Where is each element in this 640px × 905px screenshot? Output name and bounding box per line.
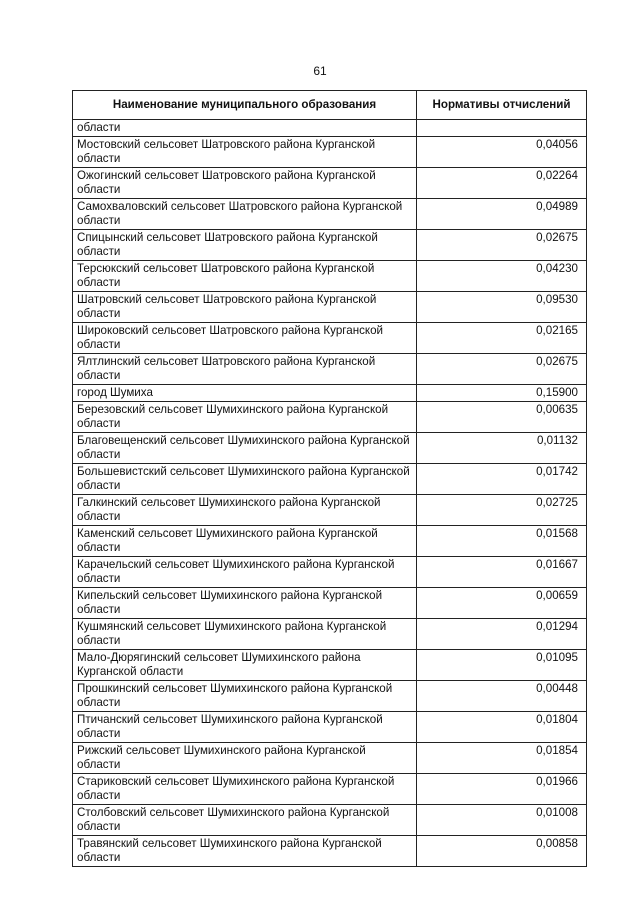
norm-value-cell: 0,01568 bbox=[417, 526, 587, 557]
table-row bbox=[73, 836, 587, 867]
norm-value-cell: 0,01294 bbox=[417, 619, 587, 650]
table-row bbox=[73, 354, 587, 385]
norm-value-cell: 0,15900 bbox=[417, 385, 587, 402]
municipality-name-cell: Большевистский сельсовет Шумихинского района Курганской области bbox=[73, 464, 417, 495]
table-row bbox=[73, 323, 587, 354]
table-row bbox=[73, 650, 587, 681]
municipality-name-cell: Кушмянский сельсовет Шумихинского района Курганской области bbox=[73, 619, 417, 650]
table-row bbox=[73, 712, 587, 743]
norm-value-cell: 0,01854 bbox=[417, 743, 587, 774]
municipality-name-cell: Мало-Дюрягинский сельсовет Шумихинского района Курганской области bbox=[73, 650, 417, 681]
norm-value-cell: 0,04056 bbox=[417, 137, 587, 168]
table-row bbox=[73, 292, 587, 323]
table-row bbox=[73, 261, 587, 292]
norm-value-cell: 0,02165 bbox=[417, 323, 587, 354]
municipality-name-cell: Спицынский сельсовет Шатровского района Курганской области bbox=[73, 230, 417, 261]
municipality-name-cell: Травянский сельсовет Шумихинского района Курганской области bbox=[73, 836, 417, 867]
table-row bbox=[73, 120, 587, 137]
table-row bbox=[73, 402, 587, 433]
municipality-name-cell: Терсюкский сельсовет Шатровского района Курганской области bbox=[73, 261, 417, 292]
table-row bbox=[73, 619, 587, 650]
table-row bbox=[73, 385, 587, 402]
table-row bbox=[73, 230, 587, 261]
municipality-name-cell: город Шумиха bbox=[73, 385, 417, 402]
municipality-name-cell: Благовещенский сельсовет Шумихинского района Курганской области bbox=[73, 433, 417, 464]
norm-value-cell: 0,02675 bbox=[417, 354, 587, 385]
table-row bbox=[73, 168, 587, 199]
norms-table bbox=[72, 90, 587, 867]
table-row bbox=[73, 743, 587, 774]
table-row bbox=[73, 681, 587, 712]
municipality-name-cell: Ялтлинский сельсовет Шатровского района Курганской области bbox=[73, 354, 417, 385]
column-header-name: Наименование муниципального образования bbox=[73, 91, 417, 120]
municipality-name-cell: Шатровский сельсовет Шатровского района Курганской области bbox=[73, 292, 417, 323]
table-row bbox=[73, 557, 587, 588]
norm-value-cell: 0,01804 bbox=[417, 712, 587, 743]
norm-value-cell: 0,00635 bbox=[417, 402, 587, 433]
norm-value-cell: 0,00659 bbox=[417, 588, 587, 619]
municipality-name-cell: Кипельский сельсовет Шумихинского района Курганской области bbox=[73, 588, 417, 619]
norm-value-cell: 0,04989 bbox=[417, 199, 587, 230]
table-row bbox=[73, 137, 587, 168]
norm-value-cell: 0,01095 bbox=[417, 650, 587, 681]
norm-value-cell: 0,01667 bbox=[417, 557, 587, 588]
table-row bbox=[73, 526, 587, 557]
norm-value-cell: 0,09530 bbox=[417, 292, 587, 323]
municipality-name-cell: Каменский сельсовет Шумихинского района Курганской области bbox=[73, 526, 417, 557]
norm-value-cell: 0,01742 bbox=[417, 464, 587, 495]
norm-value-cell: 0,00858 bbox=[417, 836, 587, 867]
page-number: 61 bbox=[313, 64, 327, 78]
norm-value-cell: 0,04230 bbox=[417, 261, 587, 292]
table-row bbox=[73, 199, 587, 230]
norm-value-cell: 0,02725 bbox=[417, 495, 587, 526]
norm-value-cell: 0,02264 bbox=[417, 168, 587, 199]
table-row bbox=[73, 464, 587, 495]
municipality-name-cell: Карачельский сельсовет Шумихинского района Курганской области bbox=[73, 557, 417, 588]
norm-value-cell: 0,01132 bbox=[417, 433, 587, 464]
table-row bbox=[73, 774, 587, 805]
norm-value-cell: 0,01008 bbox=[417, 805, 587, 836]
table-row bbox=[73, 588, 587, 619]
municipality-name-cell: Березовский сельсовет Шумихинского района Курганской области bbox=[73, 402, 417, 433]
norm-value-cell: 0,01966 bbox=[417, 774, 587, 805]
column-header-norm: Нормативы отчислений bbox=[417, 91, 587, 120]
table-row bbox=[73, 495, 587, 526]
table-header-row bbox=[73, 91, 587, 120]
table-row bbox=[73, 805, 587, 836]
municipality-name-cell: Рижский сельсовет Шумихинского района Курганской области bbox=[73, 743, 417, 774]
municipality-name-cell: Птичанский сельсовет Шумихинского района Курганской области bbox=[73, 712, 417, 743]
municipality-name-cell: Ожогинский сельсовет Шатровского района Курганской области bbox=[73, 168, 417, 199]
table-row bbox=[73, 433, 587, 464]
municipality-name-cell: Прошкинский сельсовет Шумихинского района Курганской области bbox=[73, 681, 417, 712]
municipality-name-cell: области bbox=[73, 120, 417, 137]
municipality-name-cell: Стариковский сельсовет Шумихинского района Курганской области bbox=[73, 774, 417, 805]
municipality-name-cell: Галкинский сельсовет Шумихинского района Курганской области bbox=[73, 495, 417, 526]
municipality-name-cell: Мостовский сельсовет Шатровского района Курганской области bbox=[73, 137, 417, 168]
norm-value-cell bbox=[417, 120, 587, 137]
municipality-name-cell: Самохваловский сельсовет Шатровского района Курганской области bbox=[73, 199, 417, 230]
municipality-name-cell: Широковский сельсовет Шатровского района Курганской области bbox=[73, 323, 417, 354]
norm-value-cell: 0,00448 bbox=[417, 681, 587, 712]
municipality-name-cell: Столбовский сельсовет Шумихинского района Курганской области bbox=[73, 805, 417, 836]
norm-value-cell: 0,02675 bbox=[417, 230, 587, 261]
